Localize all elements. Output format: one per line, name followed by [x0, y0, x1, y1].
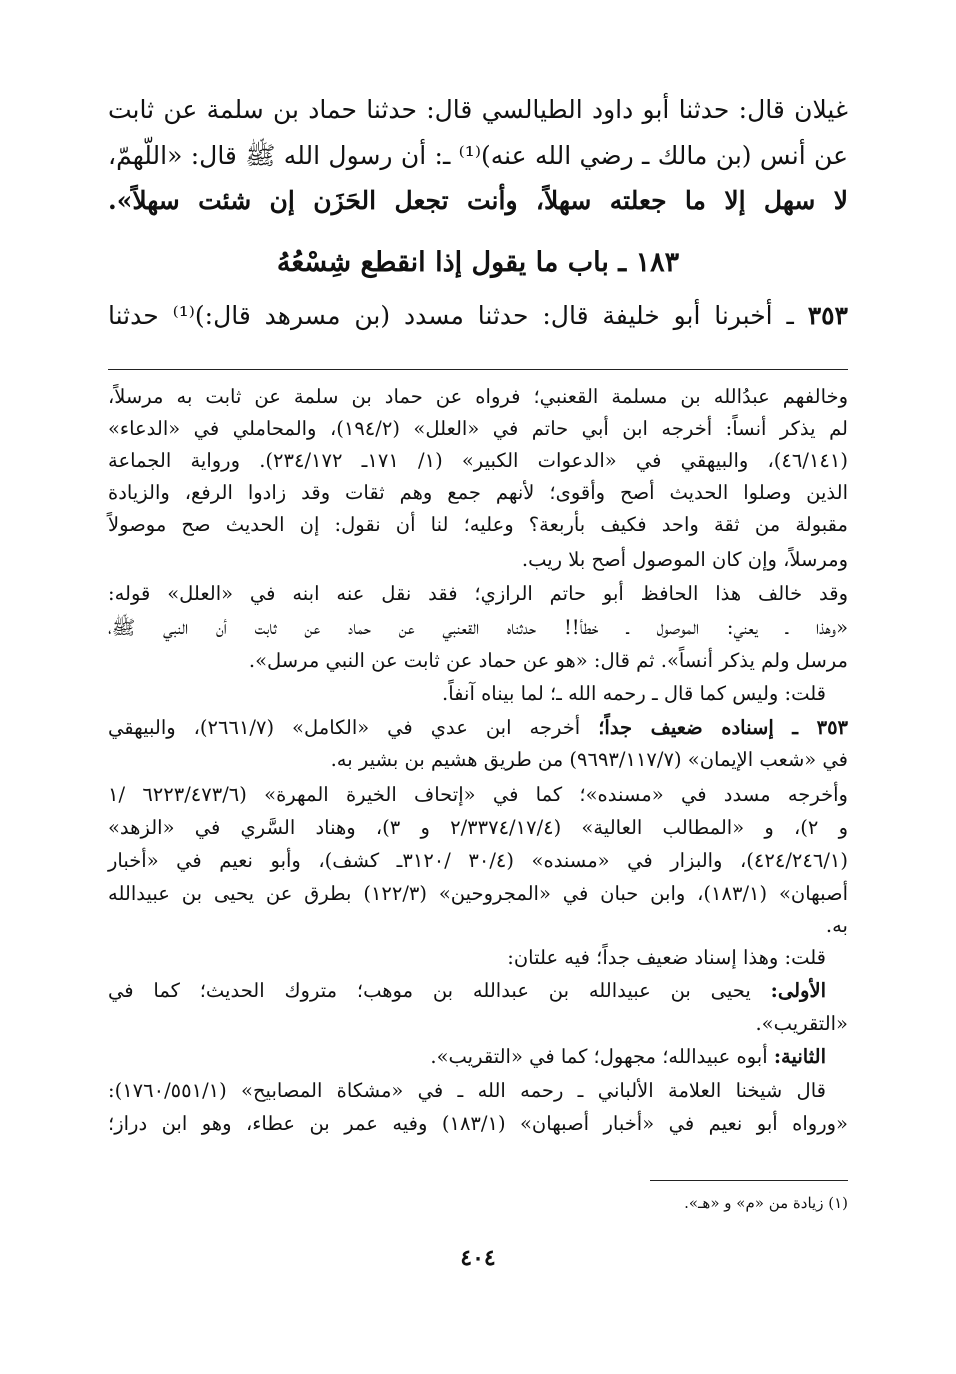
reason-first-tail: «التقريب». — [755, 1012, 848, 1035]
commentary-353-line-8: قلت: وهذا إسناد ضعيف جداً؛ فيه علتان: — [507, 946, 826, 969]
main-text-line-1: غيلان قال: حدثنا أبو داود الطيالسي قال: حدثنا حماد بن سلمة عن ثابت — [108, 95, 848, 124]
reason-first-text: يحيى بن عبيدالله بن عبدالله بن موهب؛ متروك الحديث؛ كما في — [108, 979, 771, 1002]
reason-second-text: أبوه عبيدالله؛ مجهول؛ كما في «التقريب». — [430, 1045, 774, 1068]
reason-first-label: الأولى: — [770, 979, 826, 1002]
main-text-line-3: لا سهل إلا ما جعلته سهلاً، وأنت تجعل الحَزَن إن شئت سهلاً». — [108, 186, 848, 215]
commentary-353-line-4: و ٢)، و «المطالب العالية» (٢/٣٣٧٤/١٧/٤ و ٣)، وهناد السَّري في «الزهد» — [108, 816, 848, 839]
commentary-353-line-5: (٤٢٤/٢٤٦/١)، والبزار في «مسنده» (٣٠/٤ /٣١٢٠ـ كشف)، وأبو نعيم في «أخبار — [108, 849, 848, 872]
reason-first-indent — [826, 979, 848, 1002]
commentary-353-line-3: وأخرجه مسدد في «مسنده»؛ كما في «إتحاف الخيرة المهرة» (٦٢٢٣/٤٧٣/٦ /١ — [108, 783, 848, 806]
footnote-separator — [650, 1180, 848, 1181]
albani-quote-line-2: «ورواه أبو نعيم في «أخبار أصبهان» (١٨٣/١) وفيه عمر بن عطاء، وهو ابن دراز؛ — [108, 1112, 848, 1135]
commentary-353-text: أخرجه ابن عدي في «الكامل» (٢٦٦١/٧)، والبيهقي — [108, 716, 599, 739]
chapter-heading: ١٨٣ ـ باب ما يقول إذا انقطع شِسْعُهُ — [276, 247, 680, 278]
reason-second-line — [108, 1042, 848, 1072]
reason-first-line — [108, 976, 848, 1006]
commentary-line-8: «وهذا ـ يعني: الموصول ـ خطأ!! حدثناه القعنبي عن حماد عن ثابت أن النبي ﷺ، — [108, 616, 848, 639]
reason-second-label: الثانية: — [773, 1045, 826, 1068]
commentary-353-line-7: به. — [825, 914, 848, 937]
albani-quote-line-1: قال شيخنا العلامة الألباني ـ رحمه الله ـ في «مشكاة المصابيح» (١٧٦٠/٥٥١/١): — [108, 1079, 826, 1102]
hadith-number: ٣٥٣ — [807, 301, 848, 330]
page-number: ٤٠٤ — [460, 1245, 496, 1271]
main-text-line-2: عن أنس (بن مالك ـ رضي الله عنه)⁽¹⁾ ـ: أن رسول الله ﷺ قال: «اللّهمّ، — [108, 141, 848, 170]
commentary-353-line-2: في «شعب الإيمان» (٩٦٩٣/١١٧/٧) من طريق هشيم بن بشير به. — [330, 748, 848, 771]
commentary-line-9: مرسل ولم يذكر أنساً». ثم قال: «هو عن حماد عن ثابت عن النبي مرسل». — [248, 649, 848, 672]
hadith-353-line — [108, 293, 848, 339]
commentary-353-line-6: أصبهان» (١٨٣/١)، وابن حبان في «المجروحين» (١٢٢/٣) بطرق عن يحيى بن عبيدالله — [108, 882, 848, 905]
commentary-line-3: (٤٦/١٤١)، والبيهقي في «الدعوات الكبير» (١/ ١٧١ـ ٢٣٤/١٧٢). ورواية الجماعة — [108, 449, 848, 472]
commentary-line-6: ومرسلاً، وإن كان الموصول أصح بلا ريب. — [521, 548, 848, 571]
footnote-1: (١) زيادة من «م» و «هـ». — [684, 1194, 848, 1212]
commentary-line-2: لم يذكر أنساً: أخرجه ابن أبي حاتم في «العلل» (١٩٤/٢)، والمحاملي في «الدعاء» — [108, 417, 848, 440]
commentary-line-4: الذين وصلوا الحديث أصح وأقوى؛ لأنهم جمع وهم ثقات وقد زادوا الرفع، والزيادة — [108, 481, 848, 504]
commentary-353-number: ٣٥٣ — [816, 716, 849, 739]
commentary-line-10: قلت: وليس كما قال ـ رحمه الله ـ؛ لما بيناه آنفاً. — [442, 682, 826, 705]
commentary-line-5: مقبولة من ثقة واحد فكيف بأربعة؟ وعليه؛ لنا أن نقول: إن الحديث صح موصولاً — [108, 513, 848, 536]
commentary-line-7: وقد خالف هذا الحافظ أبو حاتم الرازي؛ فقد نقل عنه ابنه في «العلل» قوله: — [108, 582, 848, 605]
hadith-text: ـ أخبرنا أبو خليفة قال: حدثنا مسدد (بن مسرهد قال:)⁽¹⁾ حدثنا — [108, 301, 808, 330]
commentary-353-verdict: ـ إسناده ضعيف جداً؛ — [598, 716, 817, 739]
commentary-separator — [108, 369, 848, 370]
commentary-line-1: وخالفهم عبدُالله بن مسلمة القعنبي؛ فرواه عن حماد بن سلمة عن ثابت به مرسلاً، — [108, 385, 848, 408]
commentary-353-line-1 — [108, 713, 848, 743]
